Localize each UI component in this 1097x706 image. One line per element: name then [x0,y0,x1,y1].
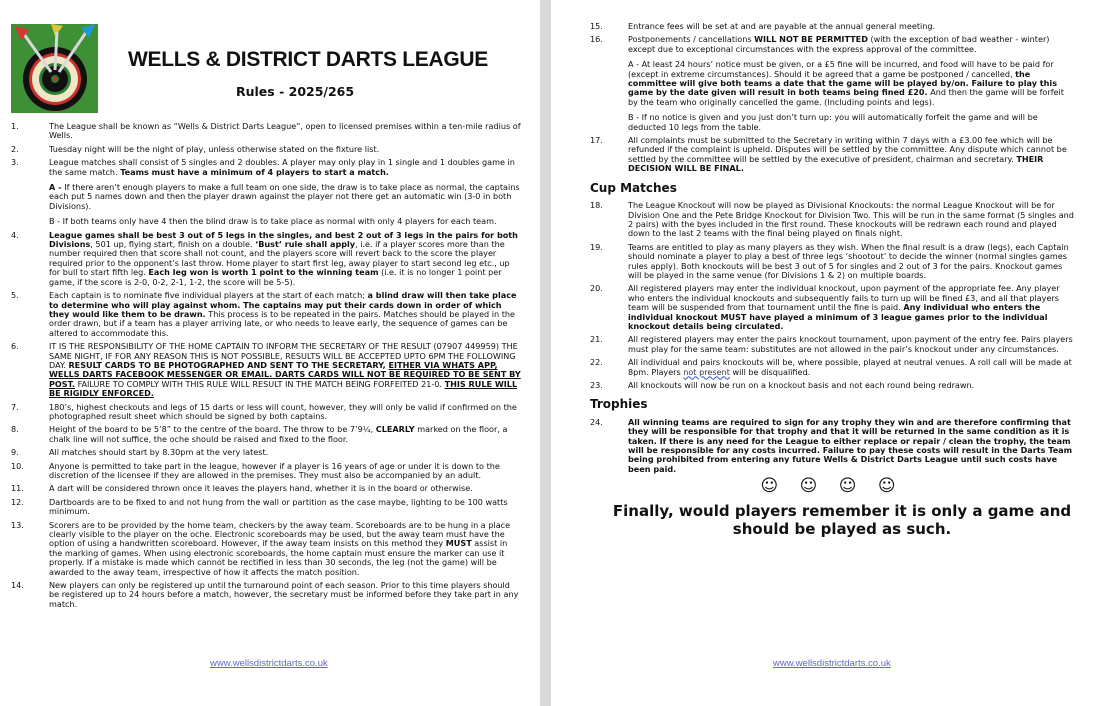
rule-item [590,418,1074,474]
rule-text-segment: will be disqualified. [729,366,811,377]
rule-text-segment: IT IS THE RESPONSIBILITY OF THE HOME CAPTAIN TO INFORM THE SECRETARY OF THE RESULT (07907 449959) THE SAME NIGHT, IF FOR ANY REASON THIS IS NOT POSSIBLE, RESULTS WILL BE ACCEPTED UPTO 6PM THE FOLLOWING DAY. [49,341,518,370]
rule-number: 12. [11,496,24,507]
rule-text [49,521,521,577]
rule-text [49,462,521,481]
rule-text [49,158,521,177]
rule-number: 23. [590,380,603,390]
rule-text-segment: (i.e. it is no longer 1 point per game, if the score is 2-0, 0-2, 2-1, 1-2, the score will be 5-5). [49,267,502,287]
rule-number: 9. [11,447,19,458]
rule-text-segment: Postponements / cancellations [628,34,755,45]
rule-item [590,201,1074,239]
smiley-icons: ☺ ☺ ☺ ☺ [760,476,904,497]
rule-number: 17. [590,135,603,146]
rule-item [590,35,1074,132]
rule-text-segment: WILL NOT BE PERMITTED [754,34,868,45]
rule-text [49,484,521,493]
rule-item [11,403,521,422]
rule-number: 6. [11,341,19,352]
rule-text-segment: (with the exception of bad weather - winter) except due to exceptional circumstances with the express approval of the committee. [628,34,1050,54]
rule-text-segment: This process is to be repeated in the pairs. Matches should be played in the order drawn, but if a team has a player arriving late, or who needs to leave early, the sequence of games can be altered to accommodate this. [49,308,516,338]
rule-number: 19. [590,241,603,252]
rule-number: 18. [590,200,603,211]
rule-text-segment: , i.e. if a player scores more than the number required then that score shall not count, and the players score will revert back to the score the player required prior to the opponent’s last throw. Home player to start first leg, away player to start second leg etc., up for bull to start fifth leg. [49,239,510,278]
rule-text-segment: Tuesday night will be the night of play, unless otherwise stated on the fixture list. [49,143,380,154]
rule-text [628,335,1074,354]
rule-text-segment: League matches shall consist of 5 singles and 2 doubles. A player may only play in 1 single and 1 doubles game in the same match. [49,157,515,177]
rule-text-segment: 180’s, highest checkouts and legs of 15 darts or less will count, however, they will only be valid if confirmed on the photographed result sheet which should be signed by both captains. [49,401,517,421]
rule-text [628,60,1074,107]
rule-text-segment: Height of the board to be 5’8” to the centre of the board. The throw to be 7’9¼, [49,424,376,435]
rule-text-segment: All individual and pairs knockouts will be, where possible, played at neutral venues. A roll call will be made at 8pm. Players [628,357,1072,377]
rule-text [628,358,1074,377]
rule-number: 20. [590,283,603,294]
rule-text-segment: Each leg won is worth 1 point to the winning team [148,267,379,278]
rule-item [11,498,521,517]
footer-link[interactable]: www.wellsdistrictdarts.co.uk [210,658,328,669]
rule-text [628,136,1074,174]
rule-text [628,201,1074,239]
rule-text-segment: B - If no notice is given and you just don’t turn up: you will automatically forfeit the game and will be deducted 10 legs from the table. [628,112,1038,132]
rule-text [49,183,521,211]
rule-text [49,122,521,141]
rule-item [590,358,1074,377]
rule-item [11,521,521,577]
rule-text-segment: A - [49,182,65,193]
trophies-heading: Trophies [590,397,648,412]
rule-number: 10. [11,460,24,471]
rule-item [11,291,521,338]
rule-item [11,448,521,457]
rule-item [11,484,521,493]
rule-text-segment: assist in the marking of games. When using electronic scoreboards, the home captain must ensure the marker can use it properly. If a mistake is made which cannot be rectified in less than 30 seconds, the leg (not the game) will be awarded to the away team, irrespective of how it affects the match position. [49,538,508,577]
rule-text-segment: ‘Bust’ rule shall apply [255,239,356,250]
rule-text-segment: THEIR DECISION WILL BE FINAL. [628,153,1044,174]
rule-text-segment: THIS RULE WILL BE RIGIDLY ENFORCED. [49,378,518,399]
dartboard-logo-icon [11,24,98,113]
rule-text-segment: the committee will give both teams a date that the game will be played by/on. Failure to play this game by the date given will result in both teams being fined £20. [628,68,1058,98]
rule-number: 21. [590,334,603,345]
rule-item [11,425,521,444]
rule-text-segment: All registered players may enter the pairs knockout tournament, upon payment of the entry fee. Pairs players must play for the same team: substitutes are not allowed in the pair’s knockout under any circumstances. [628,334,1073,354]
rule-text-segment: All registered players may enter the individual knockout, upon payment of the appropriate fee. Any player who enters the individual knockouts and subsequently fails to turn up will be fined £3, and all that players team will be suspended from that tournament until the fine is paid. [628,283,1060,313]
rule-number: 13. [11,519,24,530]
rule-text-segment: All complaints must be submitted to the Secretary in writing within 7 days with a £3.00 fee which will be refunded if the complaint is upheld. Disputes will be settled by the committee. Any dispute which cannot be settled by the committee will be settled by the executive of president, chairman and secretary. [628,135,1067,164]
rule-text-segment: EITHER VIA WHATS APP, WELLS DARTS FACEBOOK MESSENGER OR EMAIL. DARTS CARDS WILL NOT BE REQUIRED TO BE SENT BY POST. [49,359,521,389]
rule-item [11,462,521,481]
rule-text [628,381,1074,390]
rule-text-segment: Teams are entitled to play as many players as they wish. When the final result is a draw (legs), each Captain should nominate a player to play a best of three legs ‘shootout’ to decide the winner (normal singles games rules apply). Both knockouts will be best 3 out of 5 for singles and 2 out of 3 for the pairs. Knockout games will be played in the same venue (for Divisions 1 & 2) on multiple boards. [628,241,1069,280]
page-right [551,0,1097,706]
page-title: WELLS & DISTRICT DARTS LEAGUE [128,48,488,71]
cup-matches-heading: Cup Matches [590,180,677,195]
rule-item [11,581,521,609]
rule-number: 14. [11,580,24,591]
rule-number: 1. [11,121,19,131]
rule-text-segment: And then the game will be forfeit by the team who originally cancelled the game. (Including points and legs). [628,87,1064,107]
rule-text-segment: All matches should start by 8.30pm at the very latest. [49,447,269,458]
rule-number: 2. [11,143,19,154]
rule-number: 15. [590,21,603,31]
rule-item [590,136,1074,174]
rule-text [49,448,521,457]
rule-text [628,35,1074,54]
rule-text-segment: Any individual who enters the individual knockout MUST have played a minimum of 3 league games prior to the individual knockout details being circulated. [628,302,1048,331]
rule-text-segment: The League shall be known as “Wells & District Darts League”, open to licensed premises within a ten-mile radius of Wells. [49,121,521,141]
rule-number: 7. [11,401,19,412]
rule-number: 11. [11,483,24,494]
rule-text-segment: Entrance fees will be set at and are payable at the annual general meeting. [628,21,936,31]
rule-text [49,217,521,226]
rule-text [628,113,1074,132]
rule-text-segment: CLEARLY [375,424,415,435]
rule-text-segment: New players can only be registered up until the turnaround point of each season. Prior to this time players should be registered up to 24 hours before a match, however, the secretary must be informed before they take part in any match. [49,580,519,609]
rule-number: 22. [590,357,603,368]
rule-text-segment: The League Knockout will now be played as Divisional Knockouts: the normal League Knockout will be for Division One and the Pete Bridge Knockout for Division Two. This will be run in the same format (5 singles and 2 pairs) with the byes included in the first round. These knockouts will be redrawn each round and played down to the last 2 teams with the final being played on finals night. [628,200,1074,239]
rule-text [49,231,521,287]
rule-text [49,498,521,517]
rule-item [590,22,1074,31]
rule-text-segment: marked on the floor, a chalk line will not suffice, the oche should be raised and fixed to the floor. [49,424,508,444]
page-left [0,0,540,706]
rule-number: 3. [11,157,19,168]
rule-item [590,284,1074,331]
rule-item [590,381,1074,390]
rule-text-segment: RESULT CARDS TO BE PHOTOGRAPHED AND SENT TO THE SECRETARY, [68,359,389,370]
rule-text-segment: Teams must have a minimum of 4 players to start a match. [120,166,389,177]
rule-number: 24. [590,416,603,427]
rule-text-segment: Dartboards are to be fixed to and not hung from the wall or partition as the case maybe, lighting to be 100 watts minimum. [49,496,508,517]
rule-text [628,243,1074,281]
page-subtitle: Rules - 2025/265 [236,84,355,99]
rule-text [49,291,521,338]
rule-text-segment: FAILURE TO COMPLY WITH THIS RULE WILL RESULT IN THE MATCH BEING FORFEITED 21-0. [75,378,445,389]
rule-text-segment: B - If both teams only have 4 then the blind draw is to take place as normal with only 4 players for each team. [49,216,497,227]
rule-text [628,418,1074,474]
rule-number: 4. [11,229,19,240]
rule-number: 16. [590,34,603,45]
rule-text-segment: A dart will be considered thrown once it leaves the players hand, whether it is in the board or otherwise. [49,483,473,494]
rule-item [590,335,1074,354]
rule-text [628,284,1074,331]
rule-text-segment: Scorers are to be provided by the home team, checkers by the away team. Scoreboards are to be hung in a place clearly visible to the player on the oche. Electronic scoreboards may be used, but the away team must have the option of using a handwritten scoreboard. However, if the away team insists on this method they [49,519,511,549]
rule-text-segment: not present [683,366,730,377]
rule-text-segment: , 501 up, flying start, finish on a double. [90,239,256,250]
rule-item [11,231,521,287]
rule-number: 8. [11,424,19,435]
rule-text [49,581,521,609]
rule-text-segment: A - At least 24 hours’ notice must be given, or a £5 fine will be incurred, and food will have to be paid for (except in extreme circumstances). Should it be agreed that a game be postponed / cancelled, [628,59,1054,79]
rule-text [49,425,521,444]
rule-text-segment: All knockouts will now be run on a knockout basis and not each round being redrawn. [628,380,975,390]
rule-item [11,158,521,226]
rule-text-segment: League games shall be best 3 out of 5 legs in the singles, and best 2 out of 3 legs in the pairs for both Divisions [49,229,518,250]
rule-item [11,145,521,154]
rule-text-segment: If there aren’t enough players to make a full team on one side, the draw is to take place as normal, the captains each put 5 names down and then the player drawn against the player not there get an automatic win (3-0 in both Divisions). [49,182,520,211]
rule-item [11,342,521,398]
rule-text [628,22,1074,31]
rules-list-left [11,122,521,613]
rule-text-segment: a blind draw will then take place to determine who will play against whom. The captains may put their cards down in order of which they would like them to be drawn. [49,290,517,319]
rule-text-segment: All winning teams are required to sign for any trophy they win and are therefore confirming that they will be responsible for that trophy and that it will be returned in the same condition as it is taken. If there is any need for the League to either replace or repair / clean the trophy, the team will be responsible for any costs incurred. Failure to pay these costs will result in the Darts Team being prohibited from entering any future Wells & District Darts League until such costs have been paid. [628,416,1073,474]
rules-list-right [590,22,1074,538]
rule-number: 5. [11,290,19,301]
closing-statement: Finally, would players remember it is only a game and should be played as such. [612,501,1072,538]
rule-text [49,403,521,422]
rule-text-segment: Each captain is to nominate five individual players at the start of each match; [49,290,368,301]
footer-link[interactable]: www.wellsdistrictdarts.co.uk [773,658,891,669]
rule-text [49,145,521,154]
rule-text-segment: MUST [445,538,472,549]
rule-text-segment: Anyone is permitted to take part in the league, however if a player is 16 years of age or under it is down to the discretion of the licensee if they are allowed in the premises. They must also be accompanied by an adult. [49,460,500,480]
rule-item [11,122,521,141]
rule-text [49,342,521,398]
rule-item [590,243,1074,281]
